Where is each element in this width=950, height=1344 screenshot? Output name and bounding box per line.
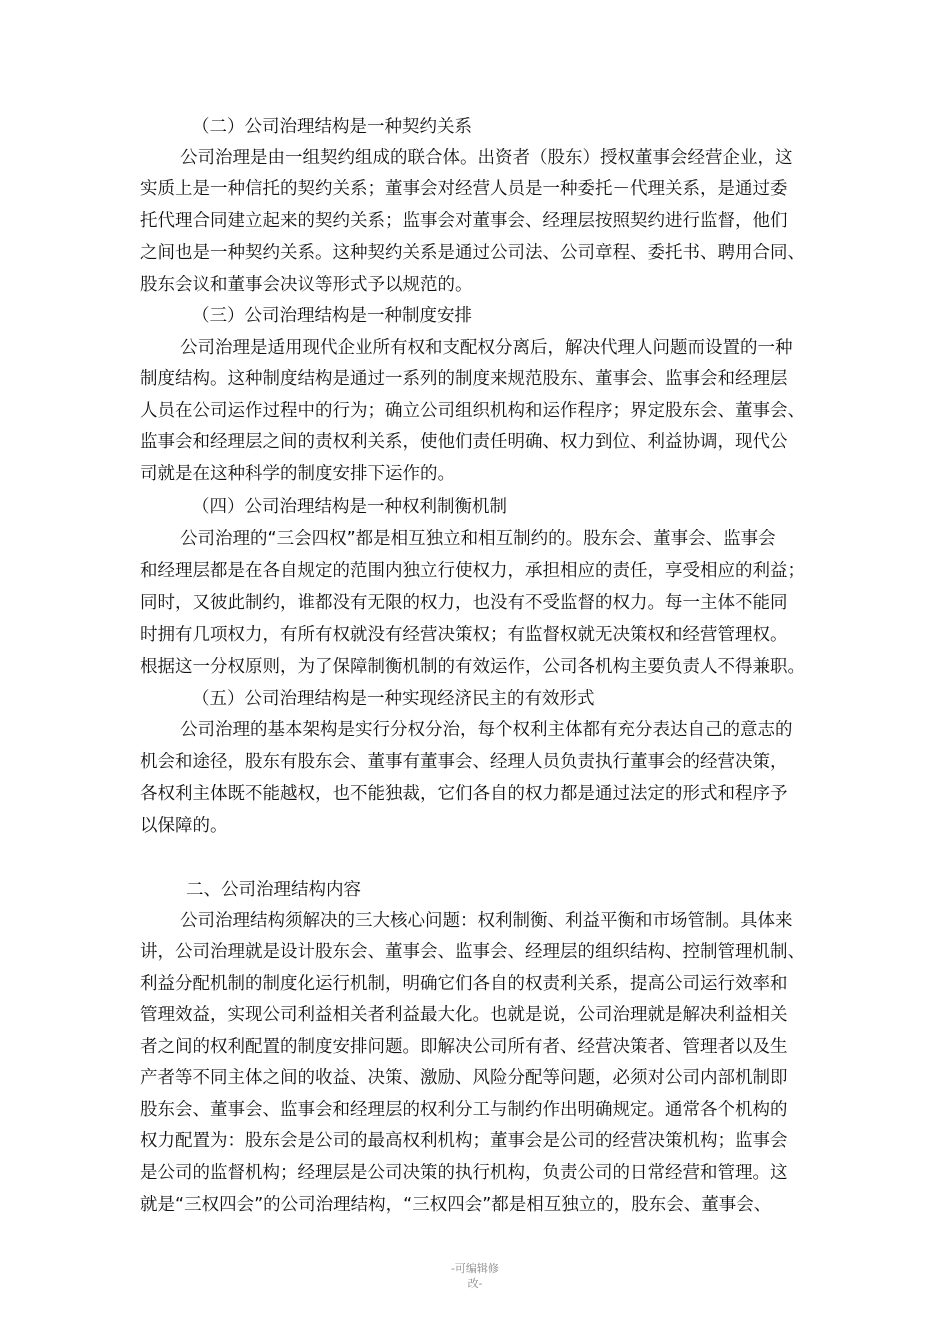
paragraph-line: 司就是在这种科学的制度安排下运作的。 (140, 464, 455, 484)
paragraph-line: 公司治理的“三会四权”都是相互独立和相互制约的。股东会、董事会、监事会 (180, 529, 776, 549)
paragraph-line: 股东会议和董事会决议等形式予以规范的。 (140, 275, 473, 295)
paragraph-line: 托代理合同建立起来的契约关系；监事会对董事会、经理层按照契约进行监督，他们 (140, 211, 788, 231)
paragraph-line: 机会和途径，股东有股东会、董事有董事会、经理人员负责执行董事会的经营决策， (140, 752, 788, 772)
paragraph-line: 根据这一分权原则，为了保障制衡机制的有效运作，公司各机构主要负责人不得兼职。 (140, 657, 805, 677)
footer-text-line-2: 改- (467, 1277, 483, 1290)
paragraph-line: 利益分配机制的制度化运行机制，明确它们各自的权责利关系，提高公司运行效率和 (140, 974, 788, 994)
paragraph-line: 股东会、董事会、监事会和经理层的权利分工与制约作出明确规定。通常各个机构的 (140, 1100, 788, 1120)
heading-chapter-2: 二、公司治理结构内容 (186, 880, 361, 900)
paragraph-line: 公司治理是由一组契约组成的联合体。出资者（股东）授权董事会经营企业，这 (180, 148, 793, 168)
paragraph-line: 就是“三权四会”的公司治理结构，“三权四会”都是相互独立的，股东会、董事会、 (140, 1195, 772, 1215)
paragraph-line: 产者等不同主体之间的收益、决策、激励、风险分配等问题，必须对公司内部机制即 (140, 1068, 788, 1088)
footer-text-line-1: -可编辑修 (451, 1262, 499, 1275)
paragraph-line: 者之间的权利配置的制度安排问题。即解决公司所有者、经营决策者、管理者以及生 (140, 1037, 788, 1057)
heading-section-3: （三）公司治理结构是一种制度安排 (192, 306, 472, 326)
paragraph-line: 是公司的监督机构；经理层是公司决策的执行机构，负责公司的日常经营和管理。这 (140, 1163, 788, 1183)
paragraph-line: 同时，又彼此制约，谁都没有无限的权力，也没有不受监督的权力。每一主体不能同 (140, 593, 788, 613)
paragraph-line: 各权利主体既不能越权，也不能独裁，它们各自的权力都是通过法定的形式和程序予 (140, 784, 788, 804)
paragraph-line: 公司治理是适用现代企业所有权和支配权分离后，解决代理人问题而设置的一种 (180, 338, 793, 358)
paragraph-line: 制度结构。这种制度结构是通过一系列的制度来规范股东、董事会、监事会和经理层 (140, 369, 788, 389)
paragraph-line: 实质上是一种信托的契约关系；董事会对经营人员是一种委托－代理关系，是通过委 (140, 179, 788, 199)
paragraph-line: 和经理层都是在各自规定的范围内独立行使权力，承担相应的责任，享受相应的利益； (140, 561, 805, 581)
paragraph-line: 讲，公司治理就是设计股东会、董事会、监事会、经理层的组织结构、控制管理机制、 (140, 942, 805, 962)
paragraph-line: 以保障的。 (140, 816, 228, 836)
paragraph-line: 时拥有几项权力，有所有权就没有经营决策权；有监督权就无决策权和经营管理权。 (140, 625, 788, 645)
paragraph-line: 管理效益，实现公司利益相关者利益最大化。也就是说，公司治理就是解决利益相关 (140, 1005, 788, 1025)
paragraph-line: 之间也是一种契约关系。这种契约关系是通过公司法、公司章程、委托书、聘用合同、 (140, 243, 805, 263)
heading-section-5: （五）公司治理结构是一种实现经济民主的有效形式 (192, 689, 595, 709)
paragraph-line: 公司治理的基本架构是实行分权分治，每个权利主体都有充分表达自己的意志的 (180, 720, 793, 740)
paragraph-line: 公司治理结构须解决的三大核心问题：权利制衡、利益平衡和市场管制。具体来 (180, 911, 793, 931)
heading-section-2: （二）公司治理结构是一种契约关系 (192, 117, 472, 137)
paragraph-line: 监事会和经理层之间的责权利关系，使他们责任明确、权力到位、利益协调，现代公 (140, 432, 788, 452)
paragraph-line: 人员在公司运作过程中的行为；确立公司组织机构和运作程序；界定股东会、董事会、 (140, 401, 805, 421)
heading-section-4: （四）公司治理结构是一种权利制衡机制 (192, 497, 507, 517)
paragraph-line: 权力配置为：股东会是公司的最高权利机构；董事会是公司的经营决策机构；监事会 (140, 1131, 788, 1151)
